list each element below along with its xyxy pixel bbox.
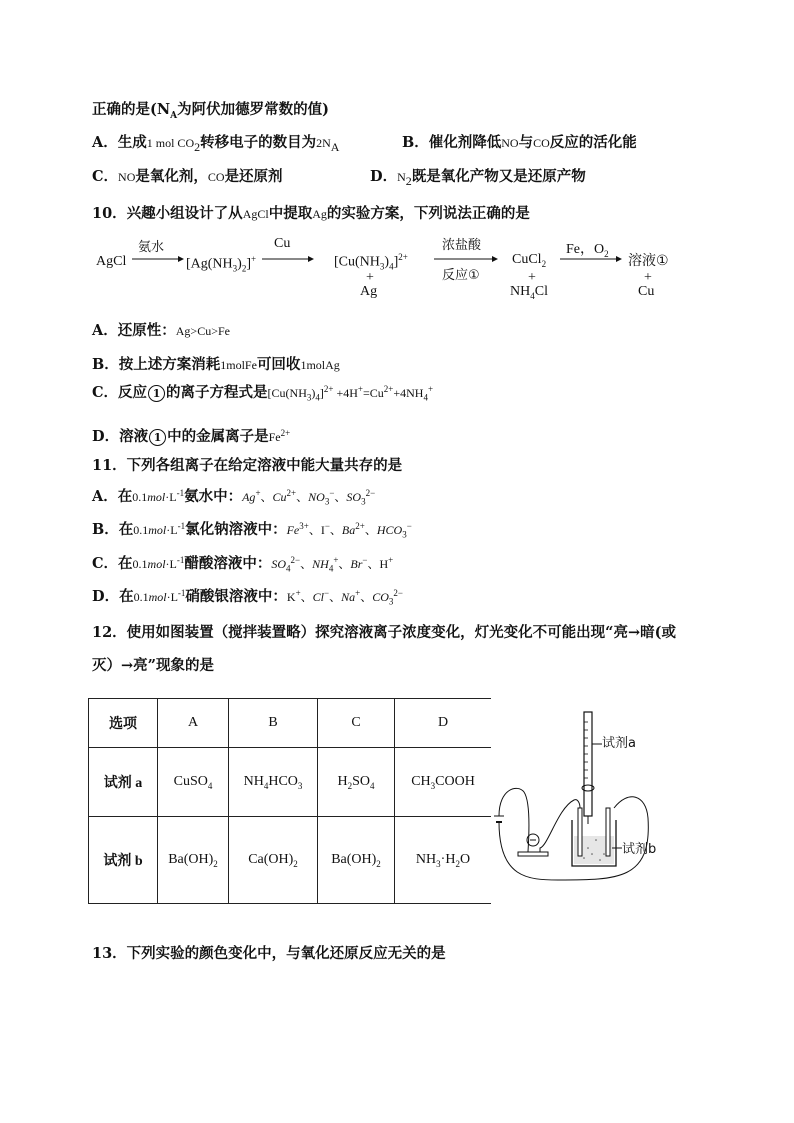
q9-option-d: D．$N_2$既是氧化产物又是还原产物 <box>370 168 586 188</box>
q11-option-a: A．在$0.1mol\cdot L^{-1}$氨水中：Ag+、$Cu^{2+}$、$NO_3^-$、$SO_3^{2-}$ <box>92 488 376 507</box>
burette <box>584 712 592 816</box>
scheme-arrow3 <box>434 254 498 264</box>
q10-c-equation: $[Cu(NH_3)_4]^{2+} +4H^+=Cu^{2+}+4NH_4^+$ <box>267 384 434 403</box>
q9-option-b: B．催化剂降低NO与CO反应的活化能 <box>402 134 637 151</box>
scheme-arrow2-label: Cu <box>274 236 291 251</box>
q13-stem: 13．下列实验的颜色变化中，与氧化还原反应无关的是 <box>92 945 446 962</box>
scheme-arrow2 <box>262 254 314 264</box>
q11-stem: 11．下列各组离子在给定溶液中能大量共存的是 <box>92 457 403 474</box>
q10-option-b: B．按上述方案消耗1molFe可回收1molAg <box>92 356 340 373</box>
q12-options-table <box>88 698 491 904</box>
table-row-a-label: 试剂 a <box>89 748 158 817</box>
scheme-arrow3-label-top: 浓盐酸 <box>442 238 482 253</box>
scheme-arrow3-label-bottom: 反应① <box>442 268 480 283</box>
q9-stem-tail: 正确的是($N_A$为阿伏加德罗常数的值) <box>92 101 329 121</box>
scheme-solution1: 溶液① <box>628 253 669 269</box>
scheme-arrow4 <box>560 254 622 264</box>
cell-b-c: $Ba(OH)_2$ <box>318 817 395 904</box>
scheme-arrow1 <box>132 254 184 264</box>
conductivity-apparatus-figure <box>488 708 688 888</box>
table-header-a: A <box>158 699 229 748</box>
q10-stem: 10．兴趣小组设计了从AgCl中提取Ag的实验方案，下列说法正确的是 <box>92 205 530 222</box>
scheme-plus1: + <box>366 270 374 285</box>
q12-stem-line1: 12．使用如图装置（搅拌装置略）探究溶液离子浓度变化，灯光变化不可能出现“亮→暗(或 <box>92 624 677 641</box>
lamp-base <box>518 852 548 856</box>
cell-a-c: $H_2SO_4$ <box>318 748 395 817</box>
scheme-cucl2: CuCl$_2$ <box>512 252 547 269</box>
table-header-option: 选项 <box>89 699 158 748</box>
scheme-cu: Cu <box>638 284 655 299</box>
cell-b-b: $Ca(OH)_2$ <box>229 817 318 904</box>
q9-option-c: C．NO是氧化剂，CO是还原剂 <box>92 168 283 185</box>
scheme-agcl: AgCl <box>96 254 127 269</box>
scheme-nh4cl: $NH_4Cl$ <box>510 284 548 301</box>
scheme-ag: Ag <box>360 284 378 299</box>
cell-a-a: CuSO$_4$ <box>158 748 229 817</box>
q9-option-a: A．生成1 mol $CO_2$转移电子的数目为$2N_A$ <box>92 134 340 154</box>
q10-d-ion: $Fe^{2+}$ <box>268 428 291 444</box>
cell-b-d: $NH_3\cdot H_2O$ <box>395 817 492 904</box>
scheme-plus3: + <box>644 270 652 285</box>
scheme-cu-complex: $[Cu(NH_3)_4]^{2+}$ <box>334 252 408 272</box>
q10-option-d: D．溶液 1 中的金属离子是$Fe^{2+}$ <box>92 428 291 445</box>
reagent-b-label: 试剂b <box>622 842 657 857</box>
reagent-a-label: 试剂a <box>602 736 636 751</box>
q12-stem-line2: 灭）→亮”现象的是 <box>92 657 214 674</box>
cell-a-d: $CH_3COOH$ <box>395 748 492 817</box>
table-row-b-label: 试剂 b <box>89 817 158 904</box>
scheme-ag-complex: $[Ag(NH_3)_2]^+$ <box>186 254 257 274</box>
table-header-d: D <box>395 699 492 748</box>
q11-option-c: C．在$0.1mol\cdot L^{-1}$醋酸溶液中：$SO_4^{2-}$、$NH_4^+$、Br−、H+ <box>92 555 394 574</box>
scheme-arrow1-label: 氨水 <box>138 240 165 255</box>
table-header-b: B <box>229 699 318 748</box>
scheme-arrow4-label: Fe，$O_2$ <box>566 242 609 259</box>
cell-b-a: $Ba(OH)_2$ <box>158 817 229 904</box>
q11-option-d: D．在$0.1mol\cdot L^{-1}$硝酸银溶液中：K+、Cl−、Na+、$CO_3^{2-}$ <box>92 588 403 607</box>
q10-reaction-scheme <box>92 236 692 306</box>
q10-option-a: A．还原性：Ag>Cu>Fe <box>92 322 230 339</box>
q11-option-b: B．在$0.1mol\cdot L^{-1}$氯化钠溶液中：$Fe^{3+}$、I−、$Ba^{2+}$、$HCO_3^-$ <box>92 521 412 540</box>
cell-a-b: $NH_4HCO_3$ <box>229 748 318 817</box>
q10-option-c: C．反应 1 的离子方程式是$[Cu(NH_3)_4]^{2+} +4H^+=Cu^{2+}+4NH_4^+$ <box>92 384 434 403</box>
scheme-plus2: + <box>528 270 536 285</box>
table-header-c: C <box>318 699 395 748</box>
